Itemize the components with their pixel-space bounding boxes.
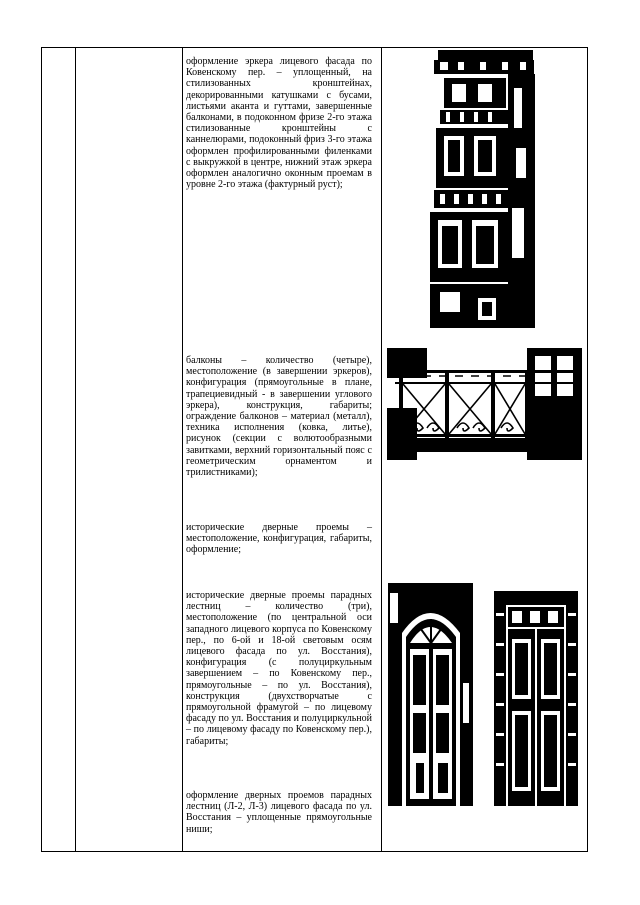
doors-description <box>186 522 372 556</box>
balconies-description-text: балконы – количество (четыре), местоположение (в завершении эркеров), конфигурация (прямоугольные в плане, трапециевидный - в завершении углового эркера), конструкция, габариты; ограждение балконов – материал (металл), техника исполнения (ковка, литье), рисунок (секции с волютообразными завитками, верхний горизонтальный пояс с геометрическим орнаментом и трилистниками); <box>186 355 372 479</box>
balconies-description <box>186 355 372 478</box>
table-col-border-2 <box>75 47 76 852</box>
table-col-border-5 <box>587 47 588 852</box>
staircase-doors-decoration <box>186 790 372 835</box>
oriel-description <box>186 56 372 190</box>
doors-description-text: исторические дверные проемы – местоположение, конфигурация, габариты, оформление; <box>186 522 372 556</box>
staircase-doors-description <box>186 590 372 747</box>
photo-balcony-railing <box>387 348 582 460</box>
table-col-border-3 <box>182 47 183 852</box>
staircase-doors-description-text: исторические дверные проемы парадных лестниц – количество (три), местоположение (по центральной оси западного лицевого корпуса по Ковенскому пер., по 6-ой и 18-ой световым осям лицевого фасада по ул. Восстания), конфигурация (с полуциркульным завершением – по Ковенскому пер., прямоугольные – по ул. Восстания), конструкция (двухстворчатые с прямоугольной фрамугой – по лицевому фасаду по ул. Восстания и полуциркульной – по лицевому фасаду по Ковенскому пер.), габариты; <box>186 590 372 747</box>
table-bottom-border <box>41 851 588 852</box>
table-col-border-4 <box>381 47 382 852</box>
oriel-description-text: оформление эркера лицевого фасада по Ковенскому пер. – уплощенный, на стилизованных кронштейнах, декорированными катушками с бусами, листьями аканта и гуттами, завершенные балконами, в подоконном фризе 2-го этажа стилизованные кронштейны с каннелюрами, подоконный фриз 3-го этажа оформлен профилированными филенками с выкружкой в центре, нижний этаж эркера оформлен аналогично оконным проемам в уровне 2-го этажа (фактурный руст); <box>186 56 372 191</box>
staircase-doors-decoration-text: оформление дверных проемов парадных лестниц (Л-2, Л-3) лицевого фасада по ул. Восстания – уплощенные прямоугольные ниши; <box>186 790 372 835</box>
photo-oriel-facade <box>430 48 535 328</box>
photo-rectangular-doorway <box>492 583 580 806</box>
photo-arched-doorway <box>388 583 473 806</box>
table-col-border-1 <box>41 47 42 852</box>
